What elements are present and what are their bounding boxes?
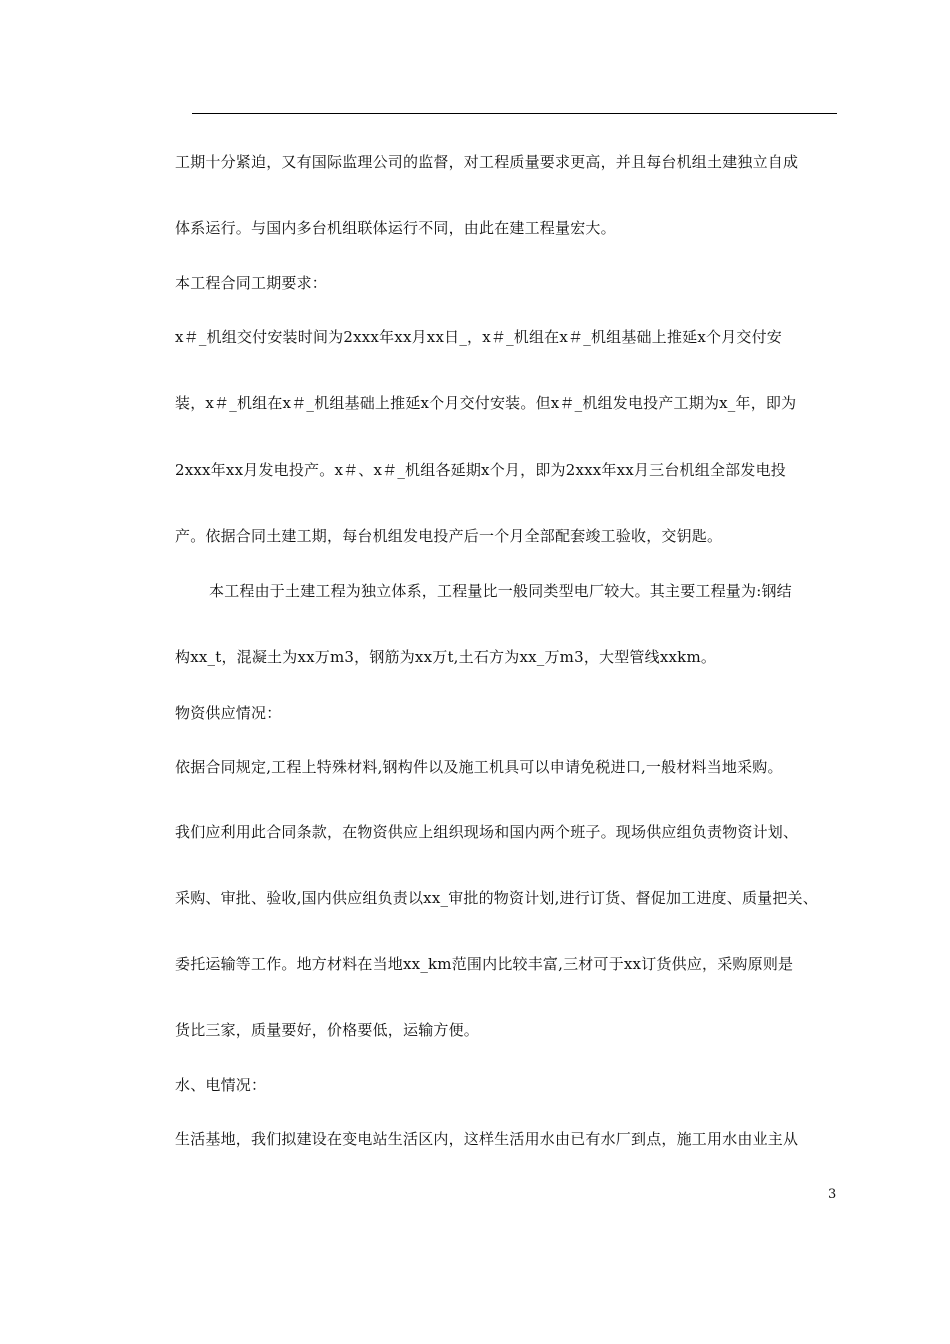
body-text-line: 本工程由于土建工程为独立体系，工程量比一般同类型电厂较大。其主要工程量为:钢结 bbox=[209, 582, 792, 600]
body-text-line: 货比三家，质量要好，价格要低，运输方便。 bbox=[175, 1021, 480, 1039]
section-heading: 本工程合同工期要求： bbox=[175, 274, 328, 292]
section-heading: 物资供应情况： bbox=[175, 704, 282, 722]
body-text-line: 采购、审批、验收,国内供应组负责以xx_审批的物资计划,进行订货、督促加工进度、质量把关、 bbox=[175, 889, 818, 907]
page-number: 3 bbox=[828, 1187, 837, 1202]
body-text-line: 委托运输等工作。地方材料在当地xx_km范围内比较丰富,三材可于xx订货供应，采购原则是 bbox=[175, 955, 794, 973]
body-text-line: 我们应利用此合同条款，在物资供应上组织现场和国内两个班子。现场供应组负责物资计划、 bbox=[175, 823, 799, 841]
body-text-line: 产。依据合同土建工期，每台机组发电投产后一个月全部配套竣工验收，交钥匙。 bbox=[175, 527, 723, 545]
body-text-line: 2xxx年xx月发电投产。x＃、x＃_机组各延期x个月，即为2xxx年xx月三台机组全部发电投 bbox=[175, 461, 786, 479]
body-text-line: 体系运行。与国内多台机组联体运行不同，由此在建工程量宏大。 bbox=[175, 219, 616, 237]
body-text-line: 装，x＃_机组在x＃_机组基础上推延x个月交付安装。但x＃_机组发电投产工期为x_年，即为 bbox=[175, 394, 797, 412]
body-text-line: x＃_机组交付安装时间为2xxx年xx月xx日_，x＃_机组在x＃_机组基础上推延x个月交付安 bbox=[175, 328, 783, 346]
body-text-line: 生活基地，我们拟建设在变电站生活区内，这样生活用水由已有水厂到点，施工用水由业主从 bbox=[175, 1130, 799, 1148]
body-text-line: 工期十分紧迫，又有国际监理公司的监督，对工程质量要求更高，并且每台机组土建独立自成 bbox=[175, 153, 799, 171]
header-rule bbox=[192, 113, 837, 114]
body-text-line: 依据合同规定,工程上特殊材料,钢构件以及施工机具可以申请免税进口,一般材料当地采购。 bbox=[175, 758, 783, 776]
body-text-line: 构xx_t，混凝土为xx万m3，钢筋为xx万t,土石方为xx_万m3，大型管线xxkm。 bbox=[175, 648, 717, 666]
section-heading: 水、电情况： bbox=[175, 1076, 267, 1094]
